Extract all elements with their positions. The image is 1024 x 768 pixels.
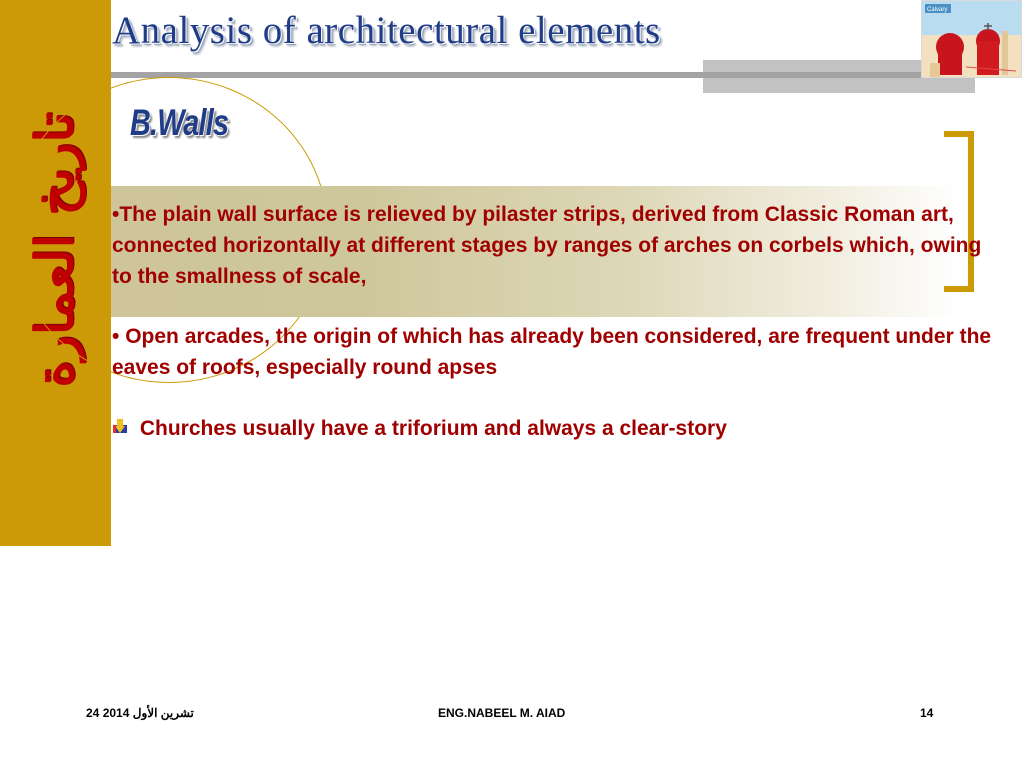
bullet-marker: • [112, 325, 120, 348]
bullet-item-3 [112, 413, 972, 445]
church-illustration-icon [922, 1, 1022, 78]
slide-title: Analysis of architectural elements [112, 9, 661, 52]
title-underline [111, 72, 921, 78]
footer-date: 24 تشرين الأول 2014 [86, 706, 194, 720]
section-heading: B.Walls [130, 102, 229, 143]
thumbnail-label: Calvary [927, 7, 948, 13]
arabic-vertical-title: تاريخ العمارة [24, 112, 86, 388]
bullet-marker: • [112, 203, 120, 226]
bullet-text-3: Churches usually have a triforium and always a clear-story [134, 417, 727, 440]
footer-page-number: 14 [920, 706, 934, 720]
footer-author: ENG.NABEEL M. AIAD [438, 706, 566, 720]
bullet-text-1: The plain wall surface is relieved by pilaster strips, derived from Classic Roman art, connected horizontally at different stages by ranges of arches on corbels which, owing to the smallness of scale, [112, 203, 982, 288]
bullet-item-2 [112, 321, 992, 383]
bullet-item-1 [112, 199, 1002, 292]
thumbnail-image [921, 0, 1022, 78]
arrow-bullet-icon [112, 412, 128, 443]
bullet-text-2: Open arcades, the origin of which has already been considered, are frequent under the eaves of roofs, especially round apses [112, 325, 992, 379]
